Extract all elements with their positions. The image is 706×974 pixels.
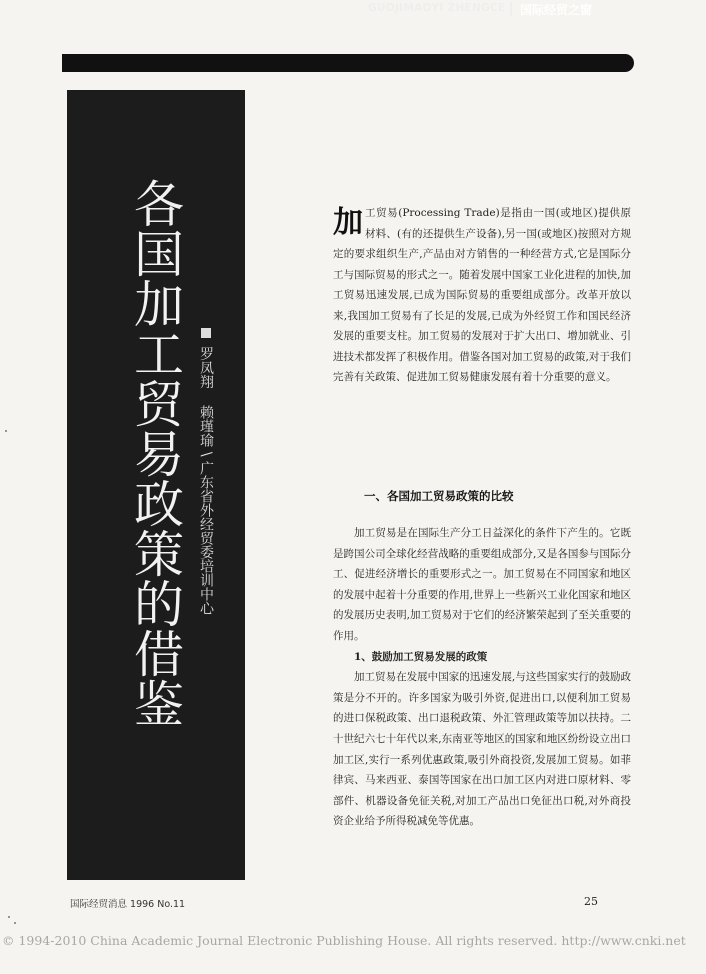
article-section-1 xyxy=(333,523,631,832)
author-name-2: 赖瑾瑜 xyxy=(198,405,214,448)
running-header-bar xyxy=(62,54,634,72)
copyright-watermark: © 1994-2010 China Academic Journal Electronic Publishing House. All rights reserved. http://www.cnki.net xyxy=(2,933,686,948)
section-heading: 一、各国加工贸易政策的比较 xyxy=(364,489,514,503)
scan-speck xyxy=(8,916,10,918)
author-affiliation: 广东省外经贸委培训中心 xyxy=(198,460,214,615)
running-header-latin: GUOJIMAOYI ZHENGCE xyxy=(368,2,506,14)
author-separator: \ xyxy=(198,451,214,457)
scan-speck xyxy=(14,922,16,924)
header-divider xyxy=(510,2,512,16)
section1-paragraph-2: 加工贸易在发展中国家的迅速发展,与这些国家实行的鼓励政策是分不开的。许多国家为吸引外资,促进出口,以便利加工贸易的进口保税政策、出口退税政策、外汇管理政策等加以扶持。二十世纪六七十年代以来,东南亚等地区的国家和地区纷纷设立出口加工区,实行一系列优惠政策,吸引外商投资,发展加工贸易。如菲律宾、马来西亚、泰国等国家在出口加工区内对进口原材料、零部件、机器设备免征关税,对加工产品出口免征出口税,对外商投资企业给予所得税减免等优惠。 xyxy=(333,671,631,828)
author-name-1: 罗凤翔 xyxy=(198,346,214,389)
section1-paragraph-1: 加工贸易是在国际生产分工日益深化的条件下产生的。它既是跨国公司全球化经营战略的重要组成部分,又是各国参与国际分工、促进经济增长的重要形式之一。加工贸易在不同国家和地区的发展中起着十分重要的作用,世界上一些新兴工业化国家和地区的发展历史表明,加工贸易对于它们的经济繁荣起到了至关重要的作用。 xyxy=(333,527,631,642)
author-block xyxy=(197,328,214,615)
article-intro xyxy=(333,203,631,388)
article-title: 各国加工贸易政策的借鉴 xyxy=(126,178,184,728)
scan-speck xyxy=(5,430,7,432)
footer-journal-info: 国际经贸消息 1996 No.11 xyxy=(70,899,186,910)
author-bullet-icon xyxy=(201,328,211,338)
sub-heading: 1、鼓励加工贸易发展的政策 xyxy=(354,650,488,663)
intro-paragraph: 工贸易(Processing Trade)是指由一国(或地区)提供原材料、(有的还提供生产设备),另一国(或地区)按照对方规定的要求组织生产,产品由对方销售的一种经营方式,它是国际分工与国际贸易的形式之一。随着发展中国家工业化进程的加快,加工贸易迅速发展,已成为国际贸易的重要组成部分。改革开放以来,我国加工贸易有了长足的发展,已成为外经贸工作和国民经济发展的重要支柱。加工贸易的发展对于扩大出口、增加就业、引进技术都发挥了积极作用。借鉴各国对加工贸易的政策,对于我们完善有关政策、促进加工贸易健康发展有着十分重要的意义。 xyxy=(333,207,631,383)
page-number: 25 xyxy=(584,895,598,908)
drop-cap: 加 xyxy=(333,205,363,240)
running-header-column-name: 国际经贸之窗 xyxy=(520,3,593,17)
